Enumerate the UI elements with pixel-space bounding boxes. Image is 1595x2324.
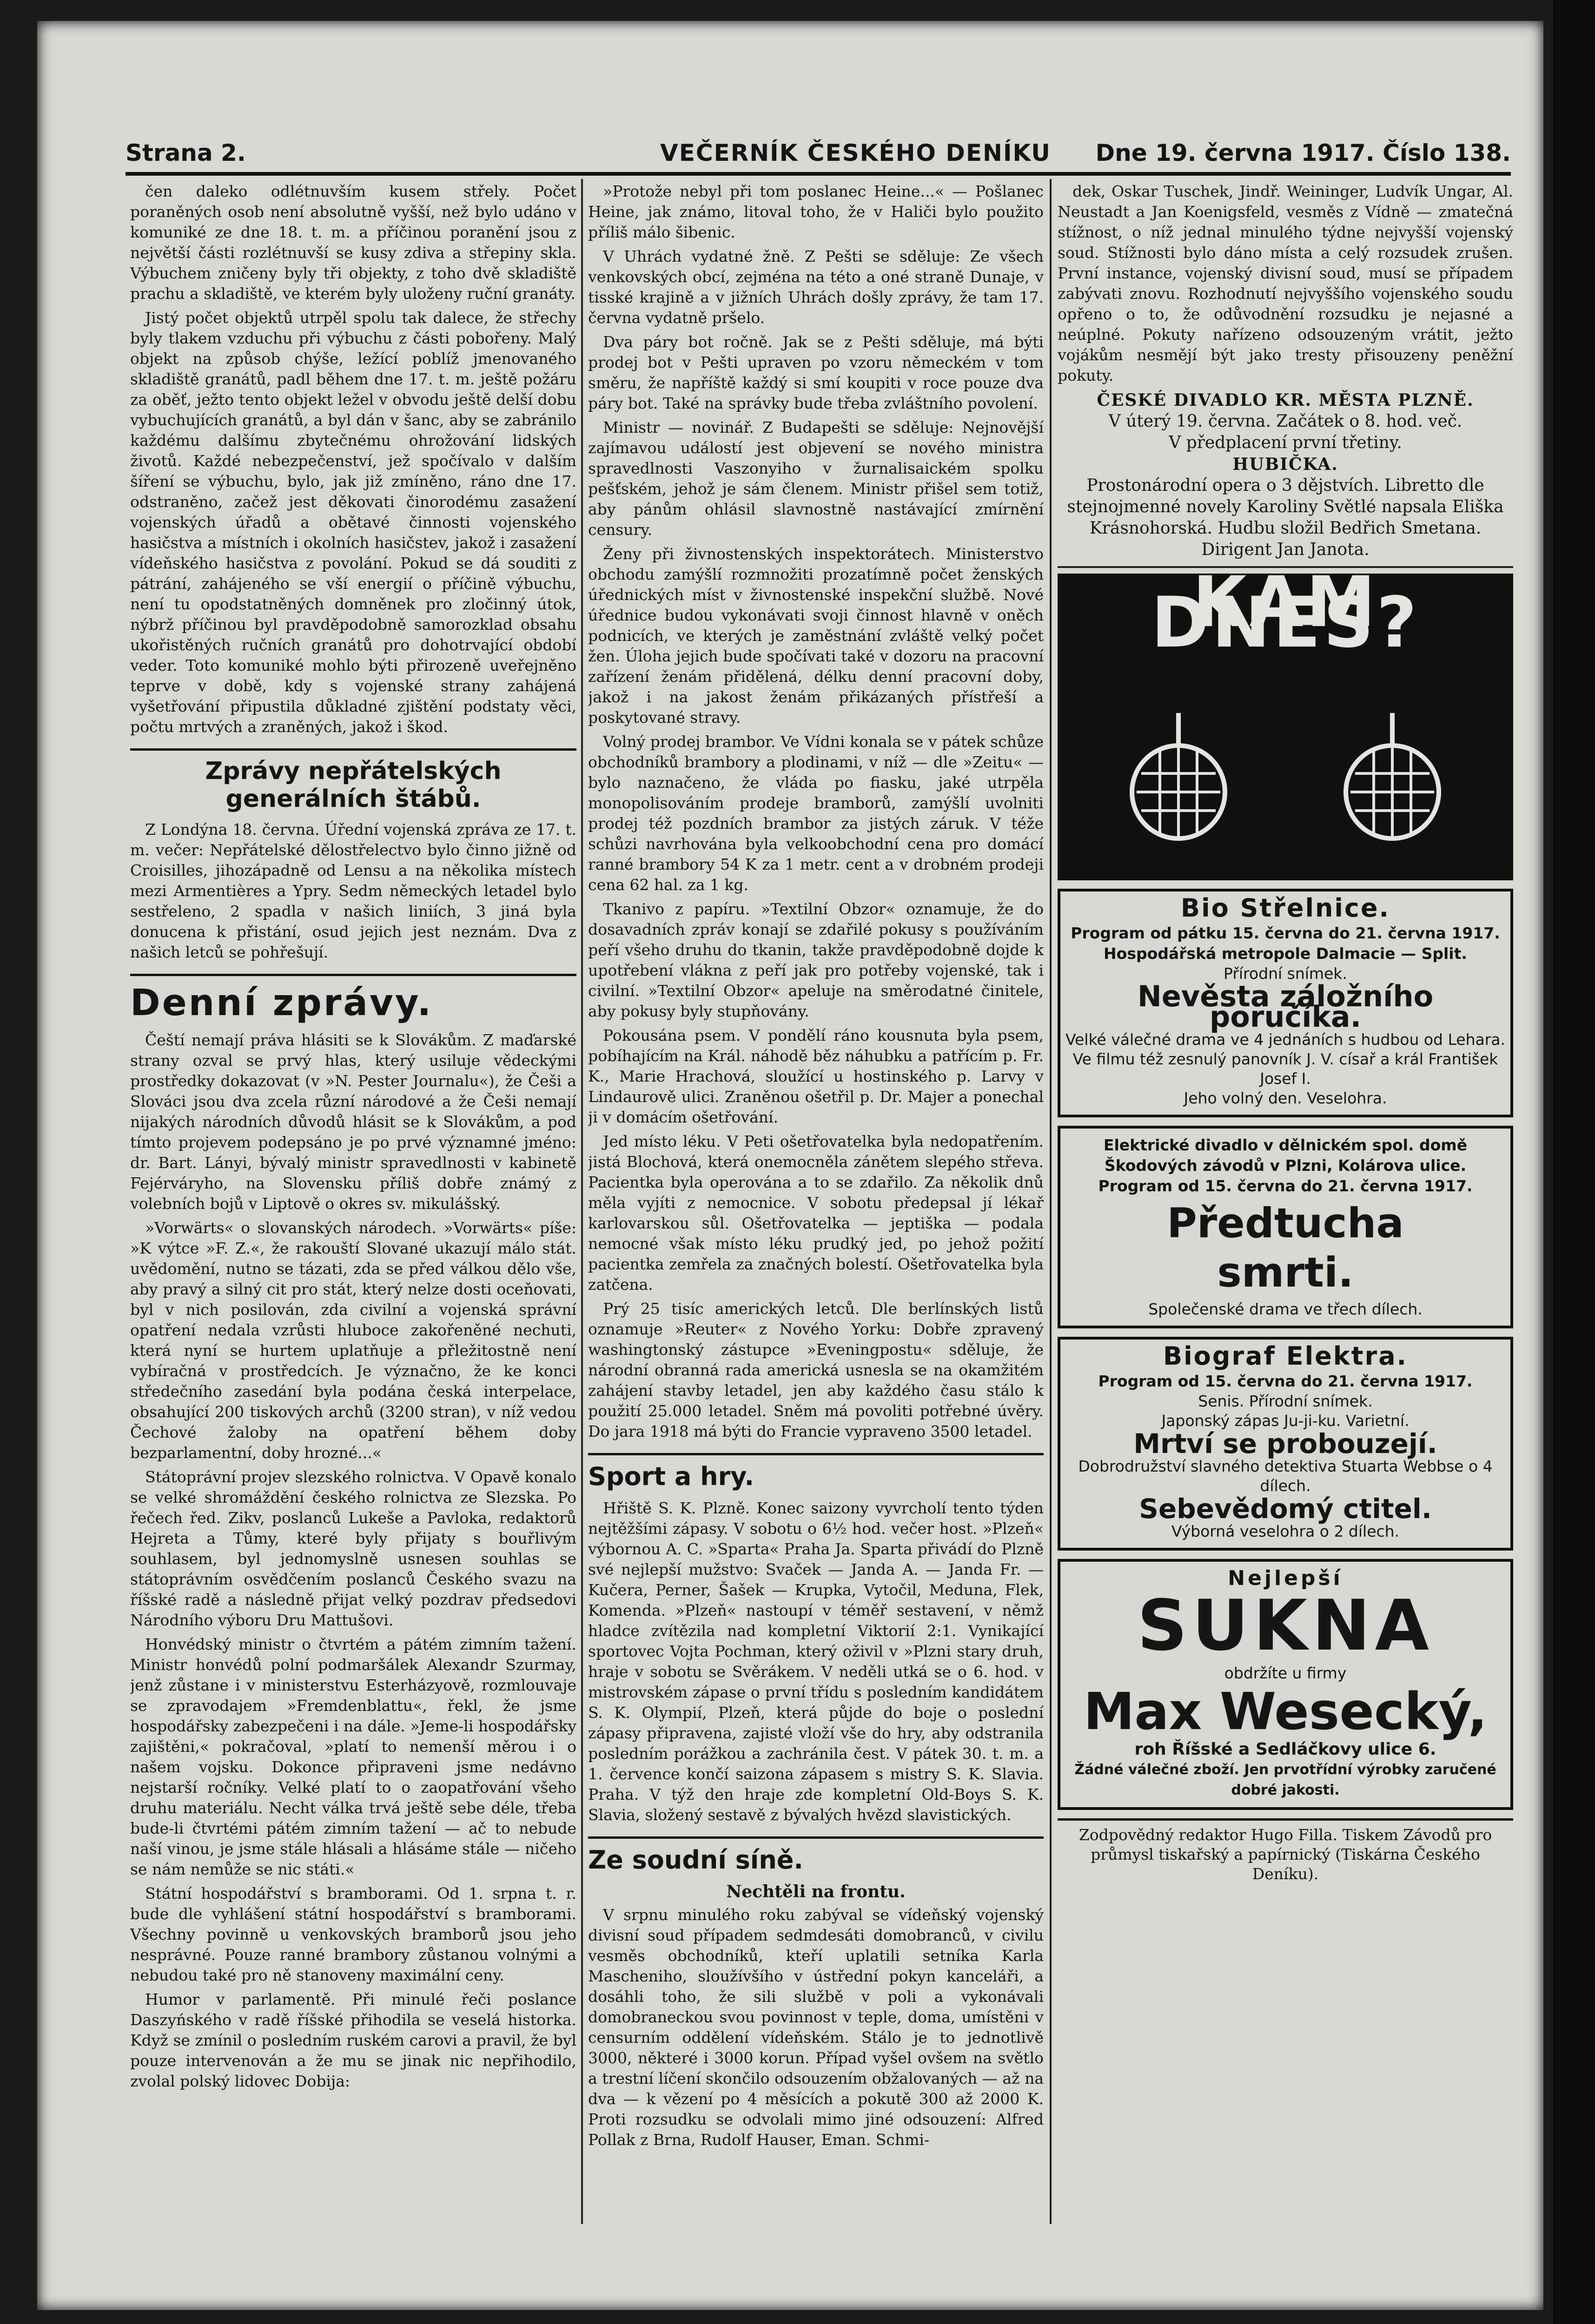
column-3 [1058, 181, 1513, 2166]
news-item: Státoprávní projev slezského rolnictva. V Opavě konalo se velké shromáždění českého rolnictva ze Slezska. Po řečech řed. Zikv, poslanců Lukeše a Pavloka, redaktorů Hejreta a Tůmy, které byly přijaty s bouřlivým souhlasem, byl jednomyslně usnesen souhlas se státoprávním osvědčením poslanců Českého svazu na říšské radě a následně přijat velký pozdrav předsedovi Národního výboru Dru Mattušovi. [130, 1468, 576, 1629]
film-title: smrti. [1217, 1248, 1354, 1296]
scan-border [1553, 0, 1595, 2324]
cinema-program: Program od pátku 15. června do 21. června 1917. [1071, 924, 1500, 942]
section-title: Sport a hry. [588, 1453, 1044, 1492]
theatre-title: ČESKÉ DIVADLO KR. MĚSTA PLZNĚ. [1097, 390, 1474, 410]
film-title: Nevěsta záložního poručíka. [1137, 979, 1434, 1034]
cloth-advertisement [1058, 1559, 1513, 1810]
cinema-name: Bio Střelnice. [1180, 893, 1390, 923]
lamp-icon [1323, 713, 1462, 852]
section-title: Ze soudní síně. [588, 1836, 1044, 1875]
news-item: Jed místo léku. V Peti ošetřovatelka byla nedopatřením. jistá Blochová, která onemocněla zánětem slepého střeva. Pacientka byla operována a to se zdařilo. Za několik dnů měla vyjíti z nemocnice. V sobotu předepsal jí lékař karlovarskou sůl. Ošetřovatelka — jeptiška — podala nemocné však místo léku prudký jed, po jehož požití pacientka zemřela za značných bolestí. Ošetřovatelka byla zatčena. [588, 1132, 1044, 1294]
ad-firm-name: Max Wesecký, [1083, 1682, 1488, 1741]
cinema-line: Přírodní snímek. [1224, 964, 1347, 983]
ad-headline: SUKNA [1137, 1585, 1434, 1666]
cinema-ad-elektricke-divadlo [1058, 1126, 1513, 1328]
cinema-line: Senis. Přírodní snímek. [1198, 1392, 1373, 1410]
section-title: Denní zprávy. [130, 974, 576, 1023]
article-subtitle: Nechtěli na frontu. [726, 1882, 906, 1901]
newspaper-title: VEČERNÍK ČESKÉHO DENÍKU [660, 139, 1051, 166]
page-header [126, 135, 1511, 176]
column-rule [581, 179, 583, 2224]
film-title: Sebevědomý ctitel. [1139, 1493, 1432, 1525]
cinema-ad-bio-strelnice [1058, 889, 1513, 1117]
ad-kicker: Nejlepší [1228, 1566, 1343, 1590]
theatre-subscription: V předplacení první třetiny. [1169, 433, 1402, 452]
news-item: Pokousána psem. V pondělí ráno kousnuta byla psem, pobíhajícím na Král. náhodě běz náhubku a patřícím p. Fr. K., Marie Hrachová, sloužící u hostinského p. Larvy v Lindaurově ulici. Zraněnou ošetřil p. Dr. Majer a ponechal ji v domácím ošetřování. [588, 1026, 1044, 1126]
ad-line: obdržíte u firmy [1224, 1664, 1347, 1682]
news-item: Honvédský ministr o čtvrtém a pátém zimním tažení. Ministr honvédů polní podmaršálek Alexandr Szurmay, jenž zůstane i v ministerstvu Esterházyově, rozmlouvaje se zpravodajem »Fremdenblattu«, řekl, že jsme hospodářsky zabezpečeni i na dále. »Jeme-li hospodářsky zajištěni,« pokračoval, »platí to nemenší měrou i o našem vojsku. Dokonce připraveni jsme nedávno nejstarší ročníky. Velké platí to o zaopatřování všeho druhu materiálu. Necht válka trvá ještě sebe déle, třeba bude-li čtvrtémi pátém zimním tažení — ač to nebude naší vinou, je jsme stále hlásali a hlásáme stále — ničeho se nám nemůže se nic státi.« [130, 1635, 576, 1878]
news-item: Volný prodej brambor. Ve Vídni konala se v pátek schůze obchodníků brambory a plodinami, v níž — dle »Zeitu« — bylo naznačeno, že vláda po fiasku, jaké utrpěla monopolisováním prodeje bramborů, zamýšlí uvolniti prodej též pozdních brambor za jistých záruk. V téže schůzi navrhována byla velkoobchodní cena pro domácí ranné brambory 54 K za 1 metr. cent a v drobném prodeji cena 62 hal. za 1 kg. [588, 733, 1044, 894]
article-paragraph: Z Londýna 18. června. Úřední vojenská zpráva ze 17. t. m. večer: Nepřátelské dělostřelectvo bylo činno jižně od Croisilles, jihozápadně od Lensu a na několika místech mezi Armentières a Ypry. Sedm německých letadel bylo sestřeleno, 2 spadla v našich liniích, 3 jiná byla donucena k přistání, osud jejich jest neznám. Dva z našich letců se pohřešují. [130, 820, 576, 961]
column-1 [130, 181, 576, 2166]
article-paragraph: čen daleko odlétnuvším kusem střely. Počet poraněných osob není absolutně vyšší, než bylo udáno v komuniké ze dne 18. t. m. a příčinou poranění jsou z největší části rozlétnuvší se kusy zdiva a střepiny skla. Výbuchem zničeny byly tři objekty, z toho dvě skladiště prachu a skladiště, ve kterém byly uloženy ruční granáty. [130, 182, 576, 303]
theatre-play: HUBIČKA. [1232, 455, 1338, 474]
article-paragraph: Jistý počet objektů utrpěl spolu tak dalece, že střechy byly tlakem vzduchu při výbuchu z části pobořeny. Malý objekt na způsob chýše, ležící poblíž jmenovaného skladiště granátů, padl během dne 17. t. m. ještě požáru za oběť, ježto tento objekt ležel v obvodu ještě delší dobu vybuchujících granátů, a byl dán v šanc, aby se zabránilo každému dalšímu zbytečnému ohrožování lidských životů. Každé nebezpečenství, jež spočívalo v dalším šíření se výbuchu, bylo, jak již zmíněno, ráno dne 17. odstraněno, začež jest děkovati činorodému zasažení vojenských úřadů a obětavé činnosti vojenského hasičstva a místních i okolních hasičstev, jakož i zasažení vídeňského hasičstva z povolání. Pokud se dá souditi z pátrání, zahájeného se vší energií o příčině výbuchu, není tu opodstatněných domněnek pro zločinný útok, nýbrž příčinou byl pravděpodobně samorozklad obsahu ukořistěných ručních granátů pro dohotrvající období veder. Toto komuniké mohlo býti přirozeně uveřejněno teprve v době, kdy s vojenské strany zahájená vyšetřování připustila důkladné zjištění podstaty věci, počtu mrtvých a zraněných, jakož i škod. [130, 309, 576, 736]
imprint: Zodpovědný redaktor Hugo Filla. Tiskem Závodů pro průmysl tiskařský a papírnický (Tiskárna Českého Deníku). [1058, 1818, 1513, 1884]
film-title: Předtucha [1167, 1199, 1404, 1247]
lamp-icon [1109, 713, 1248, 852]
ad-address: roh Říšské a Sedláčkovy ulice 6. [1134, 1740, 1436, 1759]
issue-date: Dne 19. června 1917. Číslo 138. [1095, 139, 1511, 166]
cinema-program: Program od 15. června do 21. června 1917. [1098, 1177, 1473, 1195]
news-item: Prý 25 tisíc amerických letců. Dle berlínských listů oznamuje »Reuter« z Nového Yorku: Dobře zpravený washingtonský zástupce »Eveningpostu« sděluje, že národní obranná rada americká usnesla se na okamžitém zahájení stavby letadel, jen aby každého času stálo k použití 25.000 letadel. Sněm má povoliti potřebné úvěry. Do jara 1918 má býti do Francie vypraveno 3500 letadel. [588, 1300, 1044, 1440]
news-item: »Vorwärts« o slovanských národech. »Vorwärts« píše: »K výtce »F. Z.«, že rakouští Slované ukazují málo stát. uvědomění, nutno se tázati, zda se před válkou dělo vše, aby pravý a silný cit pro stát, který nelze dosti oceňovati, byl v nich posilován, zda civilní a vojenská správní opatření nedala vzrůsti hluboce zakořeněné nechuti, která nyní se hurtem uplatňuje a přležitostně není vybíračná v prostředcích. Je význačno, že ke konci středečního zasedání byla podána česká interpelace, obsahující 200 tiskových archů (3200 stran), v níž vedou Čechové žaloby na opatření během doby bezparlamentní, doby hrozné...« [130, 1219, 576, 1462]
theatre-time: V úterý 19. června. Začátek o 8. hod. več. [1108, 412, 1463, 431]
theatre-description: Prostonárodní opera o 3 dějstvích. Libretto dle stejnojmenné novely Karoliny Světlé napsala Eliška Krásnohorská. Hudbu složil Bedřich Smetana. [1067, 476, 1504, 538]
news-item: »Protože nebyl při tom poslanec Heine...« — Pošlanec Heine, jak známo, litoval toho, že v Haliči bylo použito příliš málo šibenic. [588, 182, 1044, 241]
news-item: Humor v parlamentě. Při minulé řeči poslance Daszyńského v radě říšské přihodila se veselá historka. Když se zmínil o posledním ruském carovi a pravil, že byl pouze intervenován a že mu se jinak nic nepřihodilo, zvolal polský lidovec Dobija: [130, 1990, 576, 2090]
cinema-name: Elektrické divadlo v dělnickém spol. domě Škodových závodů v Plzni, Kolárova ulice. [1103, 1136, 1468, 1175]
cinema-ad-biograf-elektra [1058, 1337, 1513, 1551]
article-paragraph: Hřiště S. K. Plzně. Konec saizony vyvrcholí tento týden nejtěžšími zápasy. V sobotu o 6½ hod. večer host. »Plzeň« výbornou A. C. »Sparta« Praha Ja. Sparta přivádí do Plzně své nejlepší mužstvo: Svaček — Janda A. — Janda Fr. — Kučera, Perner, Šašek — Krupka, Vytočil, Meduna, Flek, Komenda. »Plzeň« nastoupí v téměř sestavení, v němž hladce zvítězila nad kompletní Viktorií 2:1. Vynikající sportovec Vojta Pochman, který oživil v »Plzni stary druh, hraje v sobotu se Svěrákem. V neděli utká se o 6. hod. v mistrovském zápase o první třídu s posledním kandidátem S. K. Olympií, Plzeň, která půjde do boje o poslední zápasy připravena, zajisté vloží vše do hry, aby odstranila posledním porážkou a zachránila čest. V pátek 30. t. m. a 1. července končí saizona zápasem s mistry S. K. Slavia. Praha. V týž den hraje zde kompletní Old-Boys S. K. Slavia, složený sestavě z bývalých hvězd slavistických. [588, 1499, 1044, 1824]
news-item: Státní hospodářství s bramborami. Od 1. srpna t. r. bude dle vyhlášení státní hospodářství s bramborami. Všechny povinně u venkovských bramborů jsou jeho nesprávné. Pouze ranné brambory zůstanou volnými a nebudou také pro ně stanoveny maximální ceny. [130, 1884, 576, 1984]
newspaper-page [37, 21, 1543, 2310]
cinema-line: Výborná veselohra o 2 dílech. [1171, 1522, 1400, 1540]
kam-dnes-banner [1058, 562, 1513, 880]
news-item: Dva páry bot ročně. Jak se z Pešti sděluje, má býti prodej bot v Pešti upraven po vzoru německém v tom směru, že napříště každý si smí koupiti v roce pouze dva páry bot. Také na správky bude třeba zvláštního povolení. [588, 333, 1044, 412]
cinema-line: Dobrodružství slavného detektiva Stuarta Webbse o 4 dílech. [1078, 1457, 1493, 1495]
column-2 [588, 181, 1044, 2166]
news-item: Tkanivo z papíru. »Textilní Obzor« oznamuje, že do dosavadních zpráv konají se zdařilé pokusy s používáním peří všeho druhu do tkanin, takže pravděpodobně dojde k upotřebení vlákna z peří jak pro potřeby vojenské, tak i civilní. »Textilní Obzor« apeluje na směrodatné činitele, aby pokusy byly stupňovány. [588, 900, 1044, 1020]
ad-line: Žádné válečné zboží. Jen prvotřídní výrobky zaručené dobré jakosti. [1074, 1762, 1496, 1798]
cinema-line: Hospodářská metropole Dalmacie — Split. [1104, 944, 1467, 963]
article-paragraph: dek, Oskar Tuschek, Jindř. Weininger, Ludvík Ungar, Al. Neustadt a Jan Koenigsfeld, vesměs z Vídně — zmatečná stížnost, o níž jednal minulého týdne nejvyšší vojenský soud. Stížnosti bylo dáno místa a celý rozsudek zrušen. První instance, vojenský divisní soud, musí se případem zabývati znovu. Rozhodnutí nejvyššího vojenského soudu opřeno o to, že odůvodnění rozsudku je nejasné a neúplné. Pokuty nařízeno odsouzeným vrátit, ježto vojákům nesmějí být jako tresty přisouzeny peněžní pokuty. [1058, 182, 1513, 384]
theatre-conductor: Dirigent Jan Janota. [1201, 540, 1370, 559]
cinema-name: Biograf Elektra. [1163, 1341, 1408, 1371]
cinema-line: Ve filmu též zesnulý panovník J. V. císař a král František Josef I. [1072, 1050, 1498, 1088]
film-title: Mrtví se probouzejí. [1133, 1428, 1437, 1459]
news-item: Ministr — novinář. Z Budapešti se sděluje: Nejnovější zajímavou událostí jest objevení se nového ministra spravedlnosti Vaszonyiho v žurnalisaickém spolku pešťském, jehož je sám členem. Ministr přišel sem totiž, aby pánům ohlásil slavnostně nastávající zmírnění censury. [588, 418, 1044, 539]
news-item: Ženy při živnostenských inspektorátech. Ministerstvo obchodu zamýšlí rozmnožiti prozatímně počet ženských úřednických míst v živnostenské inspekční službě. Nové úřednice budou vykonávati svoji činnost hlavně v oněch podnicích, ve kterých je zaměstnání zvláště velký počet žen. Úloha jejich bude spočívati také v dozoru na pracovní zařízení ženám přidělená, délku denní pracovní doby, jakož i na jakost ženám přikázaných přístřeší a poskytované stravy. [588, 545, 1044, 726]
column-rule [1050, 179, 1052, 2224]
cinema-line: Společenské drama ve třech dílech. [1148, 1300, 1423, 1318]
news-item: Čeští nemají práva hlásiti se k Slovákům. Z maďarské strany ozval se prvý hlas, který usiluje vědeckými prostředky dokazovat (v »N. Pester Journalu«), že Češi a Slováci jsou dva zcela různí národové a že Češi nemají nijakých národních důvodů hlásit se k Slovákům, a pod tímto projevem podepsáno je po prvé významné jméno: dr. Bart. Lányi, bývalý ministr spravedlnosti v kabinetě Fejérváryho, na Slovensku příliš dobře známý z volebních bojů v Liptově o okres sv. mikulášský. [130, 1031, 576, 1213]
kam-dnes-title: KAM DNES? [1151, 562, 1420, 663]
cinema-line: Japonský zápas Ju-ji-ku. Varietní. [1161, 1412, 1410, 1430]
page-number: Strana 2. [126, 139, 246, 166]
cinema-line: Jeho volný den. Veselohra. [1184, 1089, 1387, 1107]
theatre-notice [1058, 390, 1513, 568]
cinema-line: Velké válečné drama ve 4 jednáních s hudbou od Lehara. [1065, 1030, 1506, 1049]
news-item: V Uhrách vydatné žně. Z Pešti se sděluje: Ze všech venkovských obcí, zejména na této a oné straně Dunaje, v tisské krajině a v jižních Uhrách došly zprávy, že tam 17. června vydatně pršelo. [588, 247, 1044, 327]
section-title: Zprávy nepřátelských generálních štábů. [130, 748, 576, 813]
article-paragraph: V srpnu minulého roku zabýval se vídeňský vojenský divisní soud případem sedmdesáti domobranců, v civilu vesměs obchodníků, kteří uplatili setníka Karla Mascheniho, sloužívšího v ústřední pokyn kanceláři, a dosáhli toho, že sili službě v poli a vykonávali domobraneckou svou povinnost v teple, doma, umístěni v censurním oddělení vídeňském. Stálo je to jednotlivě 3000, některé i 3000 korun. Případ vyšel ovšem na světlo a trestní líčení skončilo odsouzením obžalovaných — až na dva — k vězení po 4 měsících a pokutě 300 až 2000 K. Proti rozsudku se odvolali mimo jiné odsouzení: Alfred Pollak z Brna, Rudolf Hauser, Eman. Schmi- [588, 1906, 1044, 2149]
cinema-program: Program od 15. června do 21. června 1917. [1098, 1372, 1473, 1390]
